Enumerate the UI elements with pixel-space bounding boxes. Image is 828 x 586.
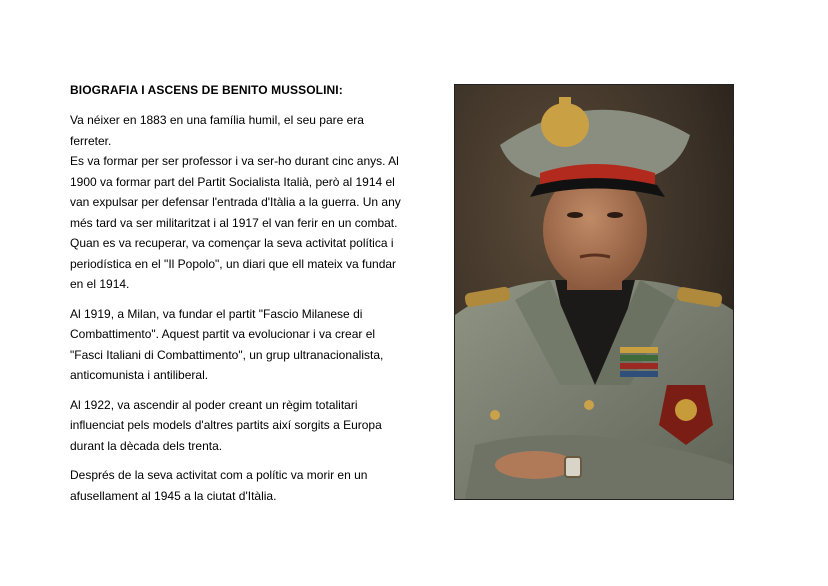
page-title: BIOGRAFIA I ASCENS DE BENITO MUSSOLINI: xyxy=(70,83,343,97)
paragraph-power xyxy=(70,395,400,457)
text-line: 1900 va formar part del Partit Socialista Italià, però al 1914 el xyxy=(70,174,395,189)
portrait-illustration xyxy=(455,85,733,499)
biography-text xyxy=(70,110,400,515)
text-line: en el 1914. xyxy=(70,277,130,291)
portrait-photo xyxy=(454,84,734,500)
text-line: Combattimento". Aquest partit va evolucionar i va crear el xyxy=(70,327,376,341)
paragraph-early-life xyxy=(70,110,400,295)
text-line: Es va formar per ser professor i va ser-ho durant cinc anys. Al xyxy=(70,154,399,168)
text-line: Quan es va recuperar, va començar la seva activitat política i xyxy=(70,236,394,250)
text-line: afusellament al 1945 a la ciutat d'Itàlia. xyxy=(70,488,277,503)
text-line: Al 1919, a Milan, va fundar el partit "Fascio Milanese di xyxy=(70,306,363,321)
text-line: Després de la seva activitat com a polític va morir en un xyxy=(70,468,368,482)
text-line: ferreter. xyxy=(70,133,112,148)
paragraph-death xyxy=(70,465,400,506)
text-line: Al 1922, va ascendir al poder creant un règim totalitari xyxy=(70,397,358,412)
text-line: anticomunista i antiliberal. xyxy=(70,368,209,382)
text-line: periodística en el "Il Popolo", un diari que ell mateix va fundar xyxy=(70,256,397,271)
text-line: durant la dècada dels trenta. xyxy=(70,438,223,453)
text-line: influenciat pels models d'altres partits així sorgits a Europa xyxy=(70,418,382,432)
text-line: més tard va ser militaritzat i al 1917 el van ferir en un combat. xyxy=(70,215,398,230)
text-line: van expulsar per defensar l'entrada d'Itàlia a la guerra. Un any xyxy=(70,195,401,209)
text-line: Va néixer en 1883 en una família humil, el seu pare era xyxy=(70,113,364,127)
text-line: "Fasci Italiani di Combattimento", un grup ultranacionalista, xyxy=(70,347,384,362)
paragraph-fascio xyxy=(70,304,400,386)
